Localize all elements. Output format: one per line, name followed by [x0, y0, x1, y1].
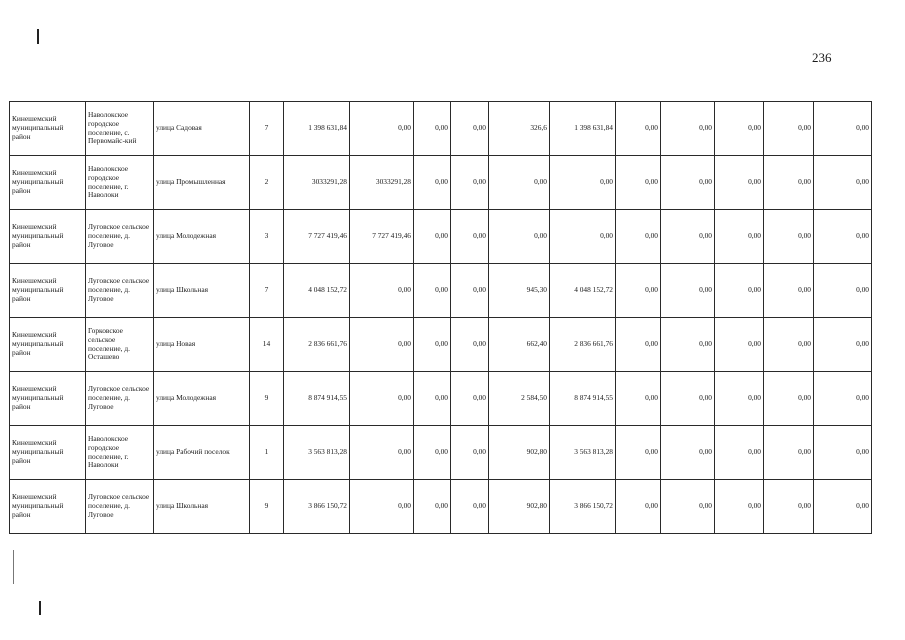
value-cell: 0,00: [715, 210, 764, 264]
area-cell: 326,6: [489, 102, 550, 156]
settlement-cell: Горковское сельское поселение, д. Осташево: [86, 318, 154, 372]
table-row: [10, 480, 872, 534]
settlement-cell: Луговское сельское поселение, д. Луговое: [86, 264, 154, 318]
value-cell: 0,00: [414, 210, 451, 264]
street-cell: улица Новая: [154, 318, 250, 372]
value-cell: 0,00: [715, 426, 764, 480]
settlement-cell: Луговское сельское поселение, д. Луговое: [86, 480, 154, 534]
value-cell: 0,00: [764, 156, 814, 210]
value-cell: 0,00: [616, 156, 661, 210]
value-cell: 0,00: [350, 480, 414, 534]
value-cell: 0,00: [350, 426, 414, 480]
cost-total-cell: 2 836 661,76: [284, 318, 350, 372]
value-cell: 3 866 150,72: [550, 480, 616, 534]
value-cell: 2 836 661,76: [550, 318, 616, 372]
table-row: [10, 372, 872, 426]
value-cell: 0,00: [661, 426, 715, 480]
area-cell: 2 584,50: [489, 372, 550, 426]
value-cell: 0,00: [451, 210, 489, 264]
house-number-cell: 2: [250, 156, 284, 210]
value-cell: 3033291,28: [350, 156, 414, 210]
table-row: [10, 210, 872, 264]
scan-mark: [13, 550, 14, 584]
value-cell: 0,00: [764, 102, 814, 156]
value-cell: 0,00: [616, 426, 661, 480]
street-cell: улица Школьная: [154, 480, 250, 534]
value-cell: 0,00: [661, 318, 715, 372]
value-cell: 0,00: [764, 480, 814, 534]
value-cell: 0,00: [715, 480, 764, 534]
street-cell: улица Молодежная: [154, 210, 250, 264]
cost-total-cell: 3033291,28: [284, 156, 350, 210]
street-cell: улица Промышленная: [154, 156, 250, 210]
house-number-cell: 9: [250, 372, 284, 426]
value-cell: 0,00: [616, 318, 661, 372]
value-cell: 0,00: [451, 102, 489, 156]
table-body: [10, 102, 872, 534]
table-row: [10, 426, 872, 480]
value-cell: 0,00: [764, 264, 814, 318]
value-cell: 0,00: [350, 372, 414, 426]
cost-total-cell: 8 874 914,55: [284, 372, 350, 426]
value-cell: 0,00: [661, 372, 715, 426]
settlement-cell: Наволокское городское поселение, с. Первомайс-кий: [86, 102, 154, 156]
value-cell: 0,00: [715, 264, 764, 318]
table-row: [10, 156, 872, 210]
cost-total-cell: 4 048 152,72: [284, 264, 350, 318]
street-cell: улица Рабочий поселок: [154, 426, 250, 480]
value-cell: 0,00: [350, 264, 414, 318]
house-number-cell: 7: [250, 264, 284, 318]
value-cell: 1 398 631,84: [550, 102, 616, 156]
house-number-cell: 14: [250, 318, 284, 372]
cost-total-cell: 1 398 631,84: [284, 102, 350, 156]
cost-total-cell: 3 563 813,28: [284, 426, 350, 480]
value-cell: 0,00: [414, 426, 451, 480]
value-cell: 0,00: [814, 372, 872, 426]
district-cell: Кинешемский муниципальный район: [10, 426, 86, 480]
value-cell: 0,00: [814, 156, 872, 210]
scan-mark: [37, 29, 39, 44]
street-cell: улица Школьная: [154, 264, 250, 318]
value-cell: 0,00: [715, 156, 764, 210]
value-cell: 0,00: [764, 318, 814, 372]
value-cell: 0,00: [764, 372, 814, 426]
value-cell: 0,00: [616, 480, 661, 534]
district-cell: Кинешемский муниципальный район: [10, 264, 86, 318]
settlement-cell: Наволокское городское поселение, г. Наволоки: [86, 156, 154, 210]
value-cell: 4 048 152,72: [550, 264, 616, 318]
value-cell: 0,00: [414, 264, 451, 318]
value-cell: 0,00: [814, 210, 872, 264]
value-cell: 0,00: [616, 372, 661, 426]
house-number-cell: 1: [250, 426, 284, 480]
street-cell: улица Садовая: [154, 102, 250, 156]
settlement-cell: Луговское сельское поселение, д. Луговое: [86, 372, 154, 426]
district-cell: Кинешемский муниципальный район: [10, 210, 86, 264]
cost-total-cell: 7 727 419,46: [284, 210, 350, 264]
value-cell: 0,00: [715, 102, 764, 156]
value-cell: 0,00: [414, 156, 451, 210]
value-cell: 0,00: [451, 264, 489, 318]
value-cell: 0,00: [661, 264, 715, 318]
value-cell: 0,00: [414, 102, 451, 156]
value-cell: 0,00: [451, 318, 489, 372]
area-cell: 0,00: [489, 210, 550, 264]
area-cell: 902,80: [489, 480, 550, 534]
value-cell: 0,00: [661, 210, 715, 264]
table-row: [10, 264, 872, 318]
value-cell: 0,00: [814, 264, 872, 318]
value-cell: 3 563 813,28: [550, 426, 616, 480]
district-cell: Кинешемский муниципальный район: [10, 480, 86, 534]
value-cell: 0,00: [715, 318, 764, 372]
value-cell: 0,00: [451, 156, 489, 210]
value-cell: 0,00: [414, 318, 451, 372]
street-cell: улица Молодежная: [154, 372, 250, 426]
value-cell: 0,00: [616, 264, 661, 318]
value-cell: 0,00: [414, 372, 451, 426]
value-cell: 0,00: [550, 210, 616, 264]
value-cell: 0,00: [764, 210, 814, 264]
value-cell: 8 874 914,55: [550, 372, 616, 426]
house-number-cell: 3: [250, 210, 284, 264]
value-cell: 0,00: [616, 210, 661, 264]
value-cell: 0,00: [451, 426, 489, 480]
district-cell: Кинешемский муниципальный район: [10, 102, 86, 156]
area-cell: 662,40: [489, 318, 550, 372]
district-cell: Кинешемский муниципальный район: [10, 372, 86, 426]
value-cell: 0,00: [616, 102, 661, 156]
area-cell: 0,00: [489, 156, 550, 210]
page-number: 236: [812, 50, 832, 65]
house-number-cell: 9: [250, 480, 284, 534]
value-cell: 0,00: [451, 480, 489, 534]
value-cell: 0,00: [764, 426, 814, 480]
value-cell: 7 727 419,46: [350, 210, 414, 264]
settlement-cell: Наволокское городское поселение, г. Наволоки: [86, 426, 154, 480]
scan-mark: [39, 601, 41, 615]
value-cell: 0,00: [414, 480, 451, 534]
district-cell: Кинешемский муниципальный район: [10, 156, 86, 210]
settlement-cell: Луговское сельское поселение, д. Луговое: [86, 210, 154, 264]
district-cell: Кинешемский муниципальный район: [10, 318, 86, 372]
area-cell: 902,80: [489, 426, 550, 480]
value-cell: 0,00: [451, 372, 489, 426]
cost-total-cell: 3 866 150,72: [284, 480, 350, 534]
register-table: [9, 101, 872, 534]
value-cell: 0,00: [715, 372, 764, 426]
value-cell: 0,00: [814, 480, 872, 534]
house-number-cell: 7: [250, 102, 284, 156]
value-cell: 0,00: [550, 156, 616, 210]
value-cell: 0,00: [814, 102, 872, 156]
value-cell: 0,00: [350, 318, 414, 372]
value-cell: 0,00: [814, 426, 872, 480]
value-cell: 0,00: [661, 156, 715, 210]
table-row: [10, 102, 872, 156]
table-row: [10, 318, 872, 372]
area-cell: 945,30: [489, 264, 550, 318]
value-cell: 0,00: [350, 102, 414, 156]
value-cell: 0,00: [814, 318, 872, 372]
value-cell: 0,00: [661, 102, 715, 156]
value-cell: 0,00: [661, 480, 715, 534]
